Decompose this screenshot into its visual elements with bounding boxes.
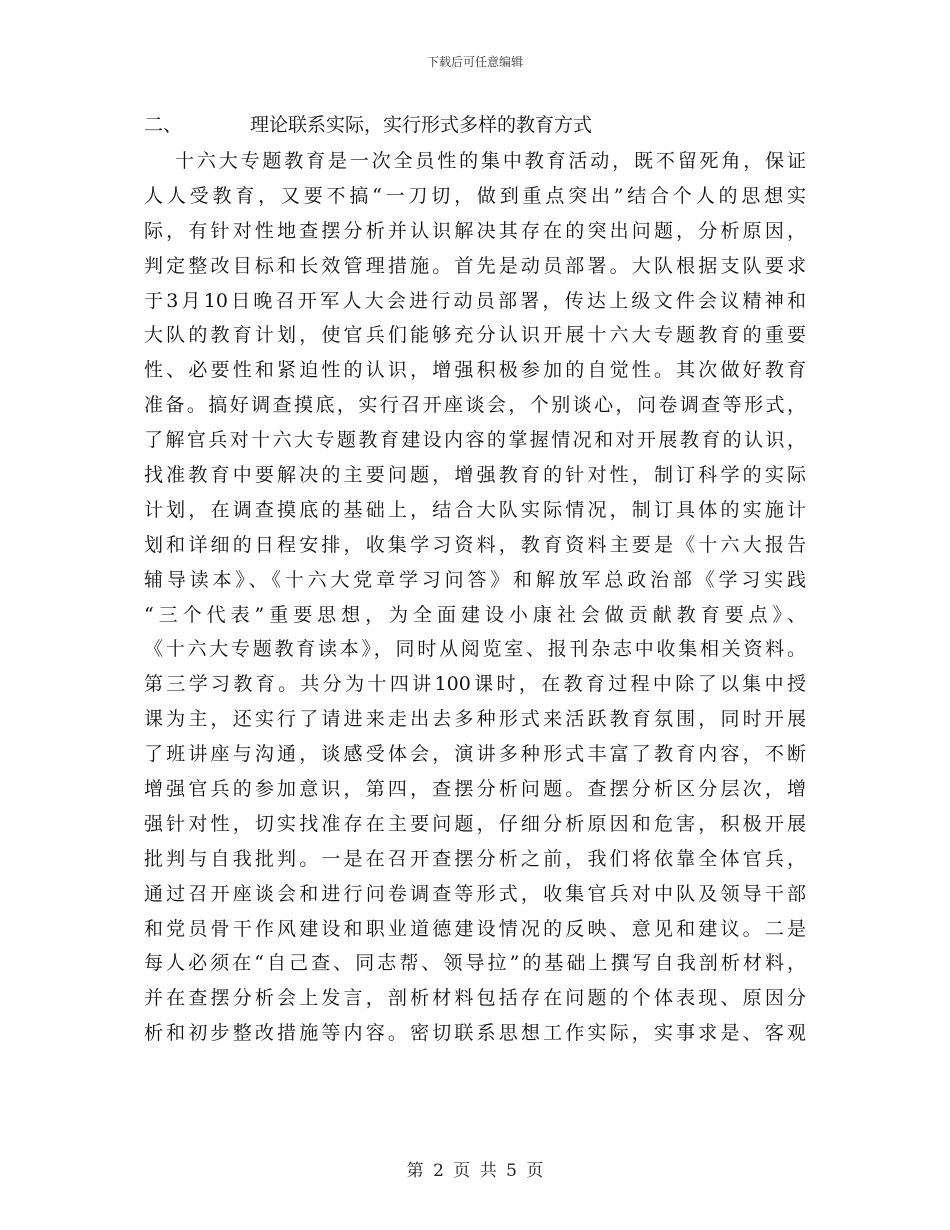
text-line: 《十六大专题教育读本》，同时从阅览室、报刊杂志中收集相关资料。	[144, 638, 806, 661]
text-line: 强针对性，切实找准存在主要问题，仔细分析原因和危害，积极开展	[144, 812, 806, 835]
text-line: 和党员骨干作风建设和职业道德建设情况的反映、意见和建议。二是	[144, 917, 806, 940]
text-line: 划和详细的日程安排，收集学习资料，教育资料主要是《十六大报告	[144, 533, 806, 556]
text-line: 于3月10日晚召开军人大会进行动员部署，传达上级文件会议精神和	[144, 289, 806, 312]
section-heading	[144, 107, 806, 144]
text-line: 找准教育中要解决的主要问题，增强教育的针对性，制订科学的实际	[144, 464, 806, 487]
text-line: 判定整改目标和长效管理措施。首先是动员部署。大队根据支队要求	[144, 254, 806, 277]
text-line: 十六大专题教育是一次全员性的集中教育活动，既不留死角，保证	[175, 150, 806, 172]
page-number: 第 2 页 共 5 页	[406, 1161, 544, 1181]
body-paragraph	[144, 144, 806, 1051]
document-body	[144, 107, 806, 1051]
text-line: 性、必要性和紧迫性的认识，增强积极参加的自觉性。其次做好教育	[144, 359, 806, 382]
text-line: 增强官兵的参加意识，第四，查摆分析问题。查摆分析区分层次，增	[144, 778, 806, 801]
page-header	[0, 53, 950, 70]
text-line: 计划，在调查摸底的基础上，结合大队实际情况，制订具体的实施计	[144, 498, 806, 521]
text-line: 了解官兵对十六大专题教育建设内容的掌握情况和对开展教育的认识，	[144, 429, 806, 452]
text-line: “三个代表”重要思想，为全面建设小康社会做贡献教育要点》、	[144, 603, 806, 626]
page-footer	[0, 1156, 950, 1181]
text-line: 通过召开座谈会和进行问卷调查等形式，收集官兵对中队及领导干部	[144, 882, 806, 905]
text-line: 每人必须在“自己查、同志帮、领导拉”的基础上撰写自我剖析材料，	[144, 952, 806, 975]
text-line: 并在查摆分析会上发言，剖析材料包括存在问题的个体表现、原因分	[144, 987, 806, 1010]
text-line: 际，有针对性地查摆分析并认识解决其存在的突出问题，分析原因，	[144, 219, 806, 242]
text-line: 析和初步整改措施等内容。密切联系思想工作实际，实事求是、客观	[144, 1022, 806, 1045]
text-line: 批判与自我批判。一是在召开查摆分析之前，我们将依靠全体官兵，	[144, 847, 806, 870]
text-line: 课为主，还实行了请进来走出去多种形式来活跃教育氛围，同时开展	[144, 708, 806, 731]
text-line: 了班讲座与沟通，谈感受体会，演讲多种形式丰富了教育内容，不断	[144, 743, 806, 766]
text-line: 辅导读本》、《十六大党章学习问答》和解放军总政治部《学习实践	[144, 568, 806, 591]
section-number: 二、	[144, 114, 183, 136]
header-note: 下载后可任意编辑	[426, 55, 523, 69]
section-title: 理论联系实际，实行形式多样的教育方式	[250, 114, 593, 136]
text-line: 大队的教育计划，使官兵们能够充分认识开展十六大专题教育的重要	[144, 324, 806, 347]
text-line: 准备。搞好调查摸底，实行召开座谈会，个别谈心，问卷调查等形式，	[144, 394, 806, 417]
text-line: 人人受教育，又要不搞“一刀切，做到重点突出”结合个人的思想实	[144, 184, 806, 207]
text-line: 第三学习教育。共分为十四讲100课时，在教育过程中除了以集中授	[144, 673, 806, 696]
